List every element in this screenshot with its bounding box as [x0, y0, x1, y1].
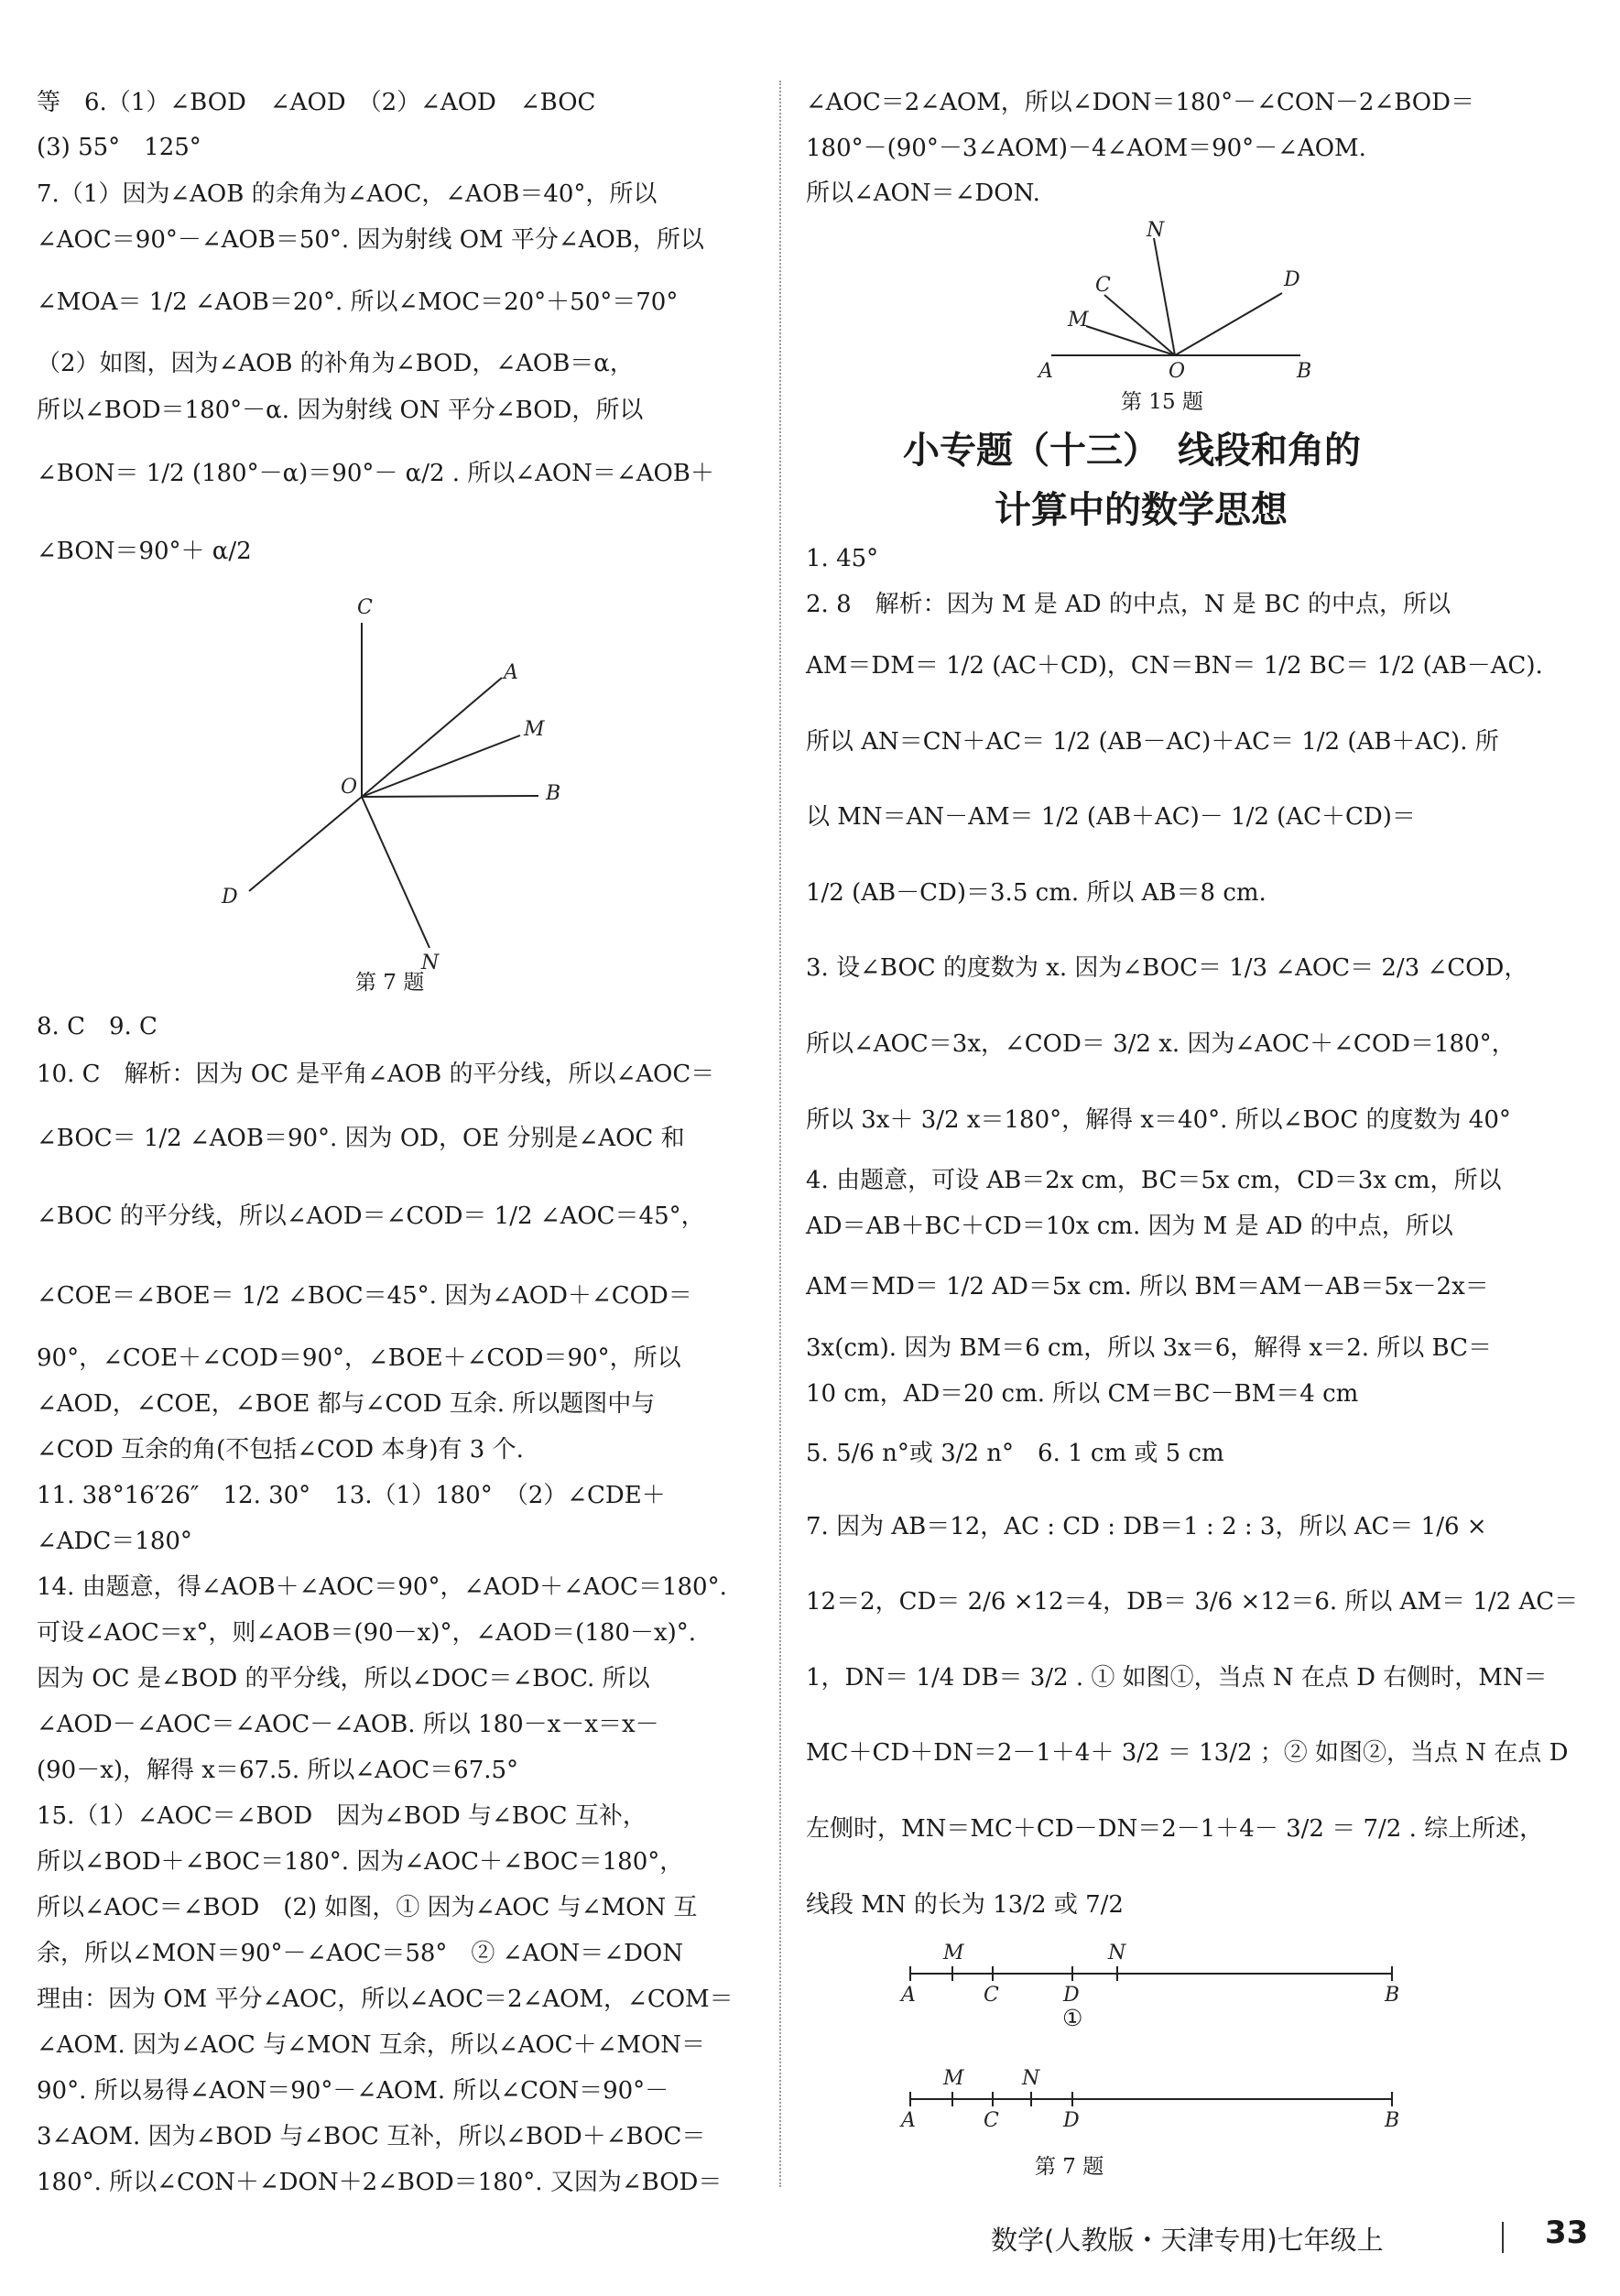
figure-7-angles	[201, 586, 604, 980]
text-line: MC＋CD＋DN＝2－1＋4＋ 3/2 ＝ 13/2 ；② 如图②，当点 N 在点 D	[806, 1739, 1569, 1767]
text-line: (90－x)，解得 x＝67.5. 所以∠AOC＝67.5°	[37, 1757, 519, 1784]
text-line: 1/2 (AB－CD)＝3.5 cm. 所以 AB＝8 cm.	[806, 879, 1267, 907]
ray-om	[362, 735, 520, 797]
text-line: 180°. 所以∠CON＋∠DON＋2∠BOD＝180°. 又因为∠BOD＝	[37, 2169, 723, 2196]
text-line: 5. 5/6 n°或 3/2 n° 6. 1 cm 或 5 cm	[806, 1440, 1224, 1467]
label-a: A	[901, 2109, 916, 2132]
label-c: C	[984, 2109, 999, 2132]
label-m: M	[524, 718, 545, 741]
text-line: 3∠AOM. 因为∠BOD 与∠BOC 互补，所以∠BOD＋∠BOC＝	[37, 2123, 706, 2150]
text-line: 8. C 9. C	[37, 1013, 158, 1040]
text-line: 余，所以∠MON＝90°－∠AOC＝58° ② ∠AON＝∠DON	[37, 1940, 683, 1967]
text-line: ∠BOC 的平分线，所以∠AOD＝∠COD＝ 1/2 ∠AOC＝45°，	[37, 1202, 705, 1230]
text-line: ∠BON＝ 1/2 (180°－α)＝90°－ α/2 . 所以∠AON＝∠AOB＋	[37, 460, 714, 487]
ray-od	[1175, 293, 1282, 355]
ray-ob	[362, 796, 538, 797]
text-line: (3) 55° 125°	[37, 134, 201, 161]
text-line: 等 6.（1）∠BOD ∠AOD （2）∠AOD ∠BOC	[37, 89, 596, 116]
text-line: 12＝2，CD＝ 2/6 ×12＝4，DB＝ 3/6 ×12＝6. 所以 AM＝ 1/2 AC＝	[806, 1588, 1579, 1616]
text-line: ∠BON＝90°＋ α/2	[37, 538, 252, 565]
label-n: N	[1022, 2067, 1040, 2090]
label-m: M	[943, 2067, 964, 2090]
text-line: 90°. 所以易得∠AON＝90°－∠AOM. 所以∠CON＝90°－	[37, 2077, 669, 2105]
label-a: A	[504, 661, 518, 684]
text-line: 11. 38°16′26″ 12. 30° 13.（1）180° （2）∠CDE＋	[37, 1482, 666, 1509]
figure-caption: 第 7 题	[355, 971, 425, 995]
section-title-line2: 计算中的数学思想	[995, 489, 1288, 531]
text-line: AM＝MD＝ 1/2 AD＝5x cm. 所以 BM＝AM－AB＝5x－2x＝	[806, 1273, 1489, 1300]
label-b: B	[1297, 360, 1312, 383]
label-m: M	[1068, 309, 1089, 332]
label-b: B	[1385, 1984, 1400, 2007]
segment-diagram-2	[896, 2062, 1408, 2145]
label-n: N	[1108, 1942, 1126, 1964]
text-line: 可设∠AOC＝x°，则∠AOB＝(90－x)°，∠AOD＝(180－x)°.	[37, 1619, 697, 1647]
text-line: 3. 设∠BOC 的度数为 x. 因为∠BOC＝ 1/3 ∠AOC＝ 2/3 ∠COD，	[806, 954, 1528, 982]
text-line: 90°，∠COE＋∠COD＝90°，∠BOE＋∠COD＝90°，所以	[37, 1344, 681, 1372]
text-line: 所以∠AOC＝3x，∠COD＝ 3/2 x. 因为∠AOC＋∠COD＝180°，	[806, 1030, 1516, 1058]
section-title: 小专题（十三） 线段和角的	[903, 430, 1361, 472]
text-line: 7.（1）因为∠AOB 的余角为∠AOC，∠AOB＝40°，所以	[37, 180, 658, 208]
footer-separator	[1502, 2222, 1504, 2253]
text-line: 2. 8 解析：因为 M 是 AD 的中点，N 是 BC 的中点，所以	[806, 591, 1451, 618]
text-line: 10. C 解析：因为 OC 是平角∠AOB 的平分线，所以∠AOC＝	[37, 1061, 715, 1088]
text-line: ∠MOA＝ 1/2 ∠AOB＝20°. 所以∠MOC＝20°＋50°＝70°	[37, 288, 679, 316]
column-divider	[779, 81, 781, 2187]
label-d: D	[222, 886, 238, 909]
figure-15-angles	[1024, 220, 1326, 385]
text-line: ∠ADC＝180°	[37, 1528, 192, 1555]
figure-caption: 第 15 题	[1121, 390, 1203, 414]
text-line: ∠AOD，∠COE，∠BOE 都与∠COD 互余. 所以题图中与	[37, 1390, 656, 1418]
label-m: M	[943, 1942, 964, 1964]
label-d: D	[1063, 2109, 1080, 2132]
text-line: 所以∠BOD＋∠BOC＝180°. 因为∠AOC＋∠BOC＝180°，	[37, 1848, 684, 1876]
figure-caption: 第 7 题	[1035, 2155, 1104, 2179]
text-line: 14. 由题意，得∠AOB＋∠AOC＝90°，∠AOD＋∠AOC＝180°.	[37, 1573, 727, 1601]
text-line: ∠AOD－∠AOC＝∠AOC－∠AOB. 所以 180－x－x＝x－	[37, 1711, 659, 1738]
text-line: 所以 AN＝CN＋AC＝ 1/2 (AB－AC)＋AC＝ 1/2 (AB＋AC). 所	[806, 728, 1499, 756]
label-n: N	[1147, 220, 1165, 242]
label-o: O	[341, 776, 358, 799]
text-line: ∠AOM. 因为∠AOC 与∠MON 互余，所以∠AOC＋∠MON＝	[37, 2031, 706, 2059]
text-line: ∠AOC＝90°－∠AOB＝50°. 因为射线 OM 平分∠AOB，所以	[37, 226, 704, 254]
label-o: O	[1169, 360, 1186, 383]
text-line: 线段 MN 的长为 13/2 或 7/2	[806, 1891, 1124, 1919]
text-line: 所以∠AOC＝∠BOD (2) 如图，① 因为∠AOC 与∠MON 互	[37, 1894, 698, 1921]
ray-oc	[1104, 295, 1175, 355]
ray-on	[1154, 238, 1175, 355]
label-d: D	[1063, 1984, 1080, 2007]
text-line: ∠BOC＝ 1/2 ∠AOB＝90°. 因为 OD，OE 分别是∠AOC 和	[37, 1125, 685, 1152]
text-line: 4. 由题意，可设 AB＝2x cm，BC＝5x cm，CD＝3x cm，所以	[806, 1167, 1502, 1194]
footer-title: 数学(人教版・天津专用)七年级上	[991, 2225, 1384, 2256]
page-number: 33	[1545, 2214, 1589, 2251]
text-line: AM＝DM＝ 1/2 (AC＋CD)，CN＝BN＝ 1/2 BC＝ 1/2 (AB－AC).	[806, 652, 1543, 680]
text-line: 10 cm，AD＝20 cm. 所以 CM＝BC－BM＝4 cm	[806, 1380, 1359, 1408]
text-line: ∠COE＝∠BOE＝ 1/2 ∠BOC＝45°. 因为∠AOD＋∠COD＝	[37, 1282, 692, 1310]
text-line: 180°－(90°－3∠AOM)－4∠AOM＝90°－∠AOM.	[806, 135, 1366, 162]
label-a: A	[1038, 360, 1053, 383]
text-line: 理由：因为 OM 平分∠AOC，所以∠AOC＝2∠AOM，∠COM＝	[37, 1986, 734, 2013]
text-line: 1. 45°	[806, 545, 879, 572]
text-line: 因为 OC 是∠BOD 的平分线，所以∠DOC＝∠BOC. 所以	[37, 1665, 650, 1692]
text-line: （2）如图，因为∠AOB 的补角为∠BOD，∠AOB＝α，	[37, 350, 634, 377]
ray-om	[1086, 326, 1175, 355]
text-line: 所以 3x＋ 3/2 x＝180°，解得 x＝40°. 所以∠BOC 的度数为 40°	[806, 1106, 1511, 1134]
label-d: D	[1284, 268, 1300, 291]
text-line: 7. 因为 AB＝12，AC : CD : DB＝1 : 2 : 3，所以 AC＝ 1/6 ×	[806, 1513, 1487, 1540]
text-line: 3x(cm). 因为 BM＝6 cm，所以 3x＝6，解得 x＝2. 所以 BC＝	[806, 1334, 1493, 1362]
label-a: A	[901, 1984, 916, 2007]
ray-od	[249, 797, 362, 891]
text-line: ∠AOC＝2∠AOM，所以∠DON＝180°－∠CON－2∠BOD＝	[806, 89, 1474, 116]
text-line: 所以∠AON＝∠DON.	[806, 180, 1040, 207]
label-b: B	[546, 782, 561, 805]
label-n: N	[421, 952, 440, 974]
label-c: C	[357, 596, 373, 619]
ray-oa	[362, 678, 502, 797]
text-line: 1，DN＝ 1/4 DB＝ 3/2 . ① 如图①，当点 N 在点 D 右侧时，MN＝	[806, 1664, 1548, 1692]
diagram-number: ①	[1062, 2005, 1083, 2031]
text-line: AD＝AB＋BC＋CD＝10x cm. 因为 M 是 AD 的中点，所以	[806, 1213, 1453, 1240]
text-line: 左侧时，MN＝MC＋CD－DN＝2－1＋4－ 3/2 ＝ 7/2 . 综上所述，	[806, 1815, 1544, 1843]
text-line: 所以∠BOD＝180°－α. 因为射线 ON 平分∠BOD，所以	[37, 397, 644, 424]
text-line: ∠COD 互余的角(不包括∠COD 本身)有 3 个.	[37, 1436, 524, 1464]
text-line: 以 MN＝AN－AM＝ 1/2 (AB＋AC)－ 1/2 (AC＋CD)＝	[806, 803, 1416, 831]
label-c: C	[1095, 274, 1111, 297]
segment-diagram-1	[896, 1937, 1408, 2042]
label-c: C	[984, 1984, 999, 2007]
ray-on	[362, 797, 429, 948]
text-line: 15.（1）∠AOC＝∠BOD 因为∠BOD 与∠BOC 互补，	[37, 1802, 647, 1830]
label-b: B	[1385, 2109, 1400, 2132]
